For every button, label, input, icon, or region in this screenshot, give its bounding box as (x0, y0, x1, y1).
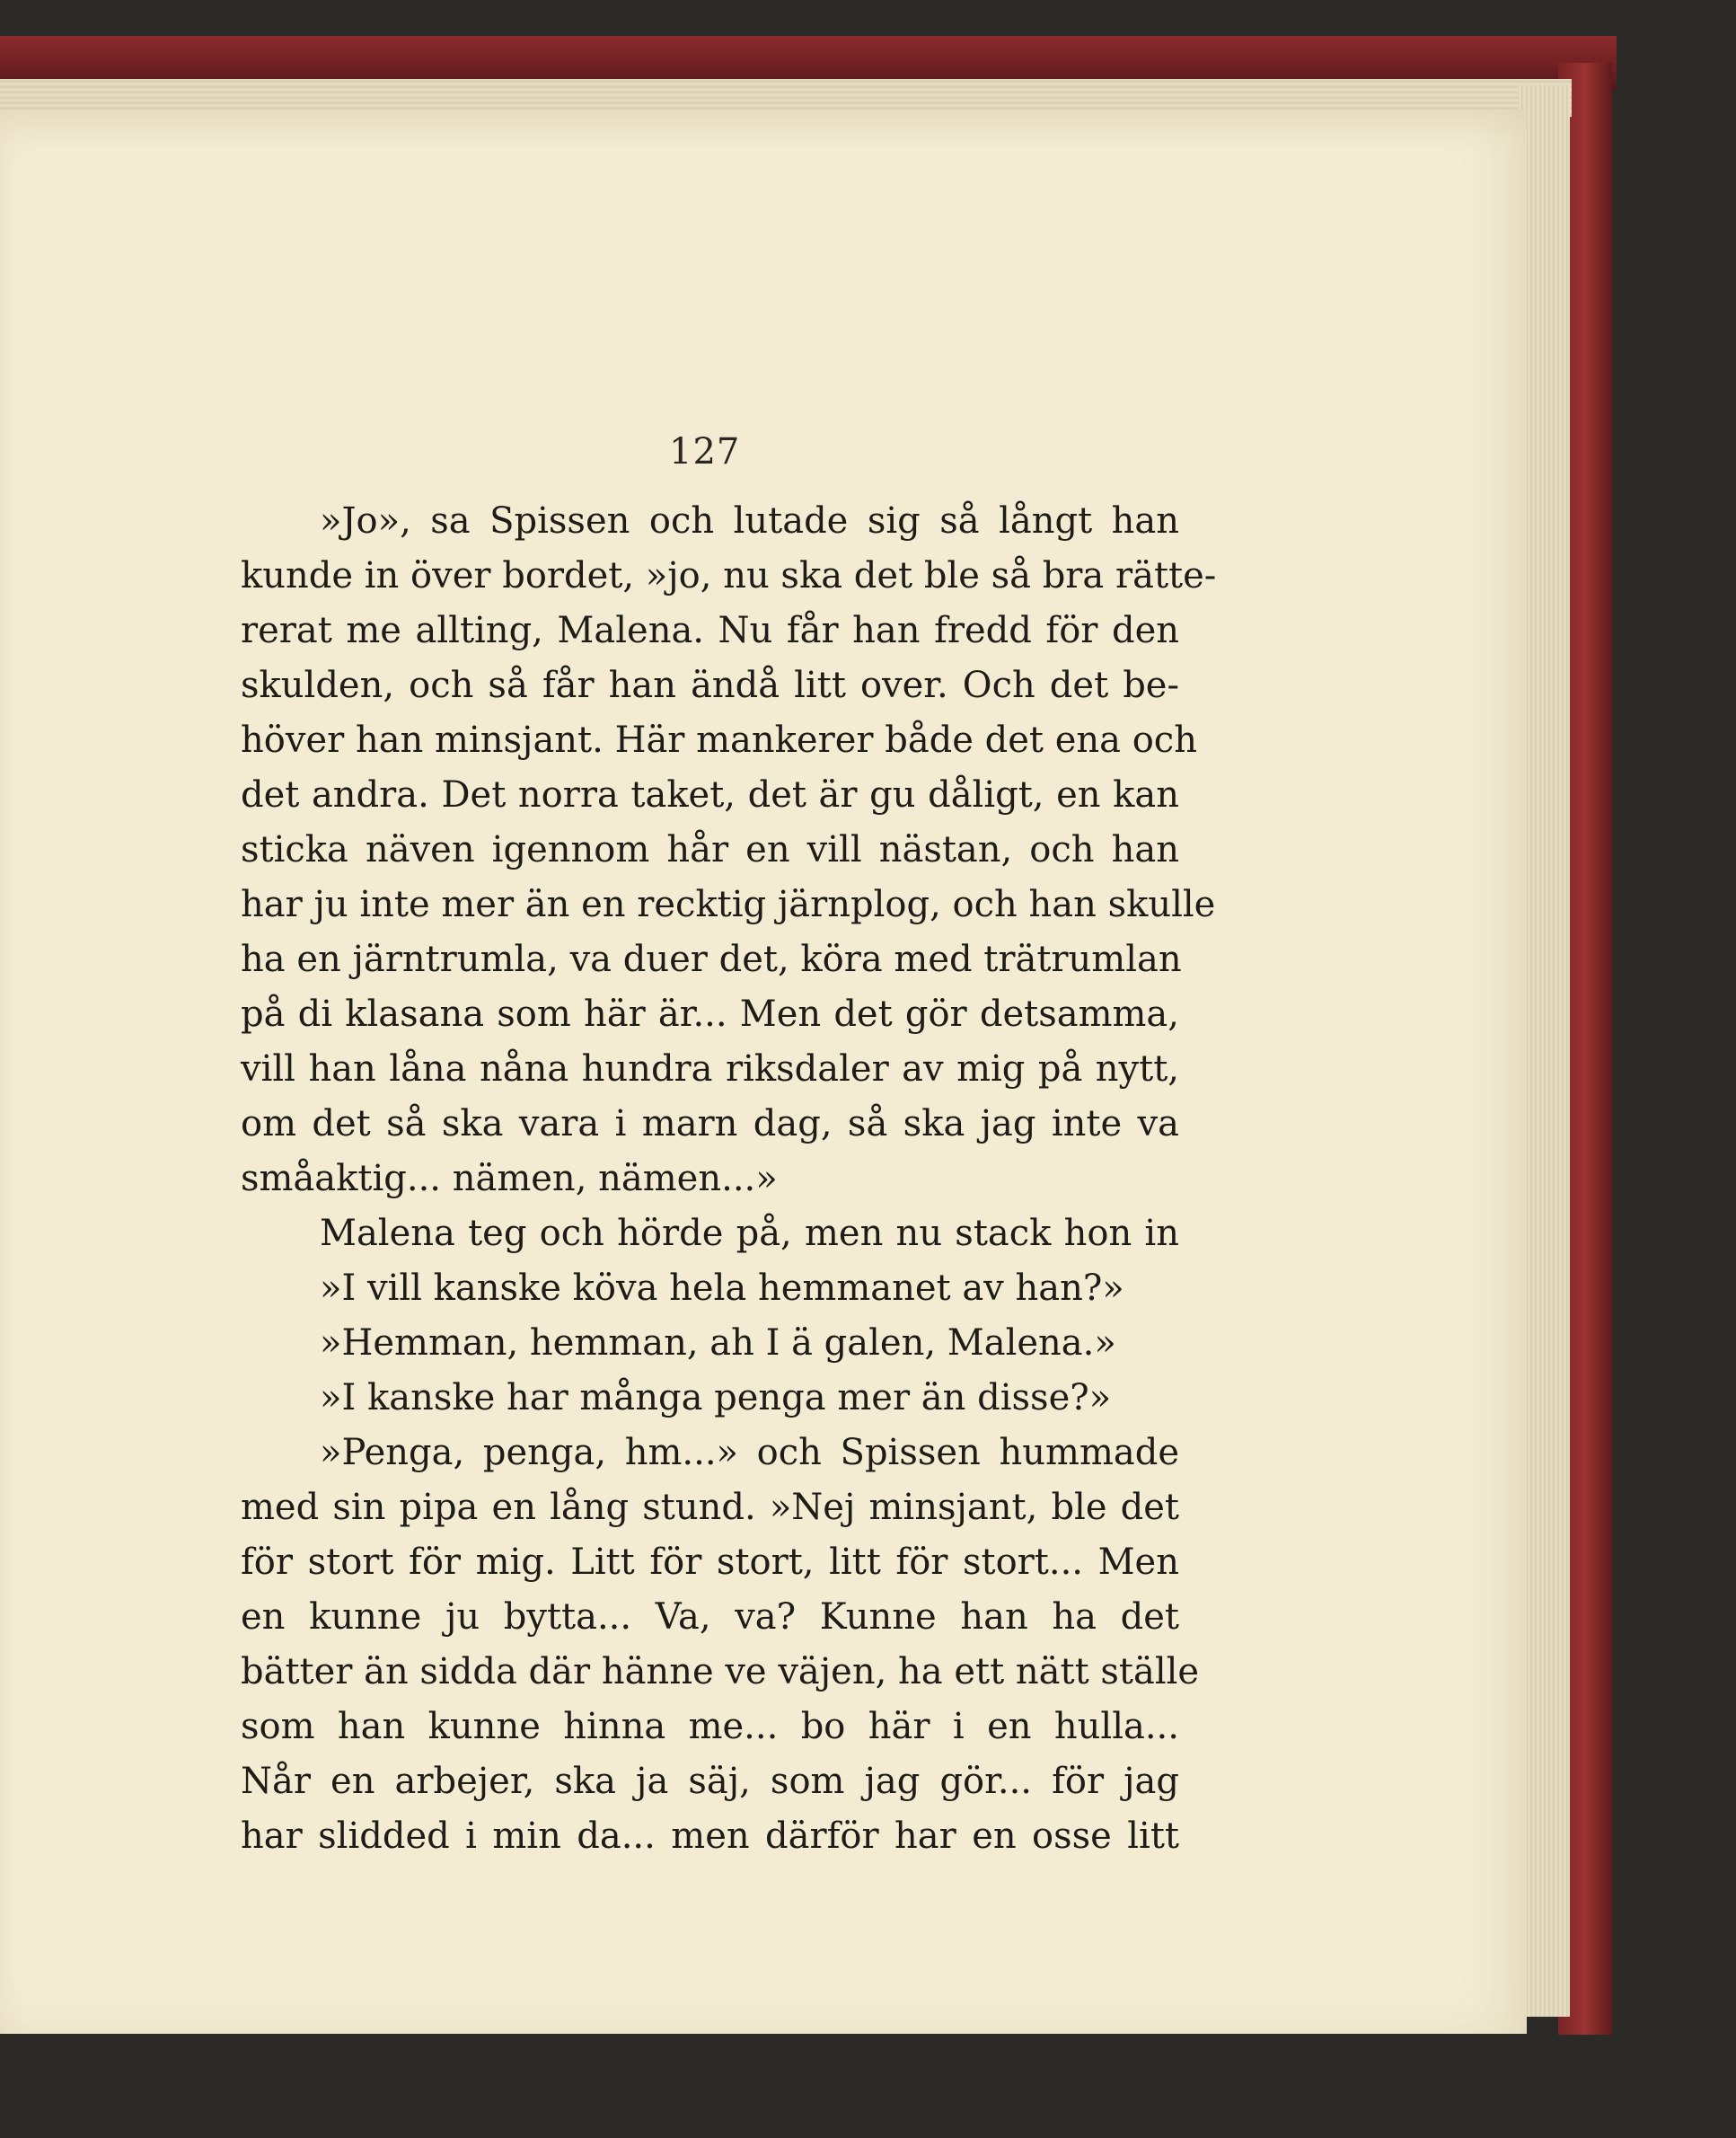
book-page (0, 110, 1527, 2034)
text-line: det andra. Det norra taket, det är gu dåligt, en kan (241, 774, 1179, 816)
text-line: som han kunne hinna me... bo här i en hulla... (241, 1706, 1179, 1747)
text-line: har ju inte mer än en recktig järnplog, och han skulle (241, 884, 1216, 925)
text-line: »I kanske har många penga mer än disse?» (320, 1377, 1112, 1418)
text-line: Når en arbejer, ska ja säj, som jag gör... för jag (241, 1761, 1179, 1802)
text-line: sticka näven igennom hår en vill nästan, och han (241, 829, 1179, 870)
text-line: småaktig... nämen, nämen...» (241, 1158, 778, 1199)
text-line: rerat me allting, Malena. Nu får han fredd för den (241, 610, 1179, 651)
text-line: »I vill kanske köva hela hemmanet av han?» (320, 1268, 1124, 1309)
text-line: har slidded i min da... men därför har en osse litt (241, 1816, 1179, 1857)
text-line: bätter än sidda där hänne ve väjen, ha ett nätt ställe (241, 1651, 1200, 1692)
text-line: för stort för mig. Litt för stort, litt för stort... Men (241, 1542, 1179, 1583)
text-line: ha en järntrumla, va duer det, köra med trätrumlan (241, 939, 1182, 980)
text-line: höver han minsjant. Här mankerer både det ena och (241, 720, 1197, 761)
text-line: »Penga, penga, hm...» och Spissen hummade (320, 1432, 1179, 1473)
text-line: vill han låna nåna hundra riksdaler av mig på nytt, (241, 1048, 1179, 1090)
text-line: »Jo», sa Spissen och lutade sig så långt han (320, 500, 1179, 542)
text-line: skulden, och så får han ändå litt over. Och det be- (241, 665, 1179, 706)
text-line: med sin pipa en lång stund. »Nej minsjant, ble det (241, 1487, 1179, 1528)
page-number: 127 (669, 431, 741, 473)
text-line: Malena teg och hörde på, men nu stack hon in (320, 1213, 1179, 1254)
page-text (241, 494, 1217, 1864)
text-line: om det så ska vara i marn dag, så ska jag inte va (241, 1103, 1179, 1144)
text-line: på di klasana som här är... Men det gör detsamma, (241, 994, 1179, 1035)
text-line: en kunne ju bytta... Va, va? Kunne han ha det (241, 1596, 1179, 1638)
text-line: kunde in över bordet, »jo, nu ska det ble så bra rätte- (241, 555, 1217, 596)
text-line: »Hemman, hemman, ah I ä galen, Malena.» (320, 1322, 1116, 1364)
